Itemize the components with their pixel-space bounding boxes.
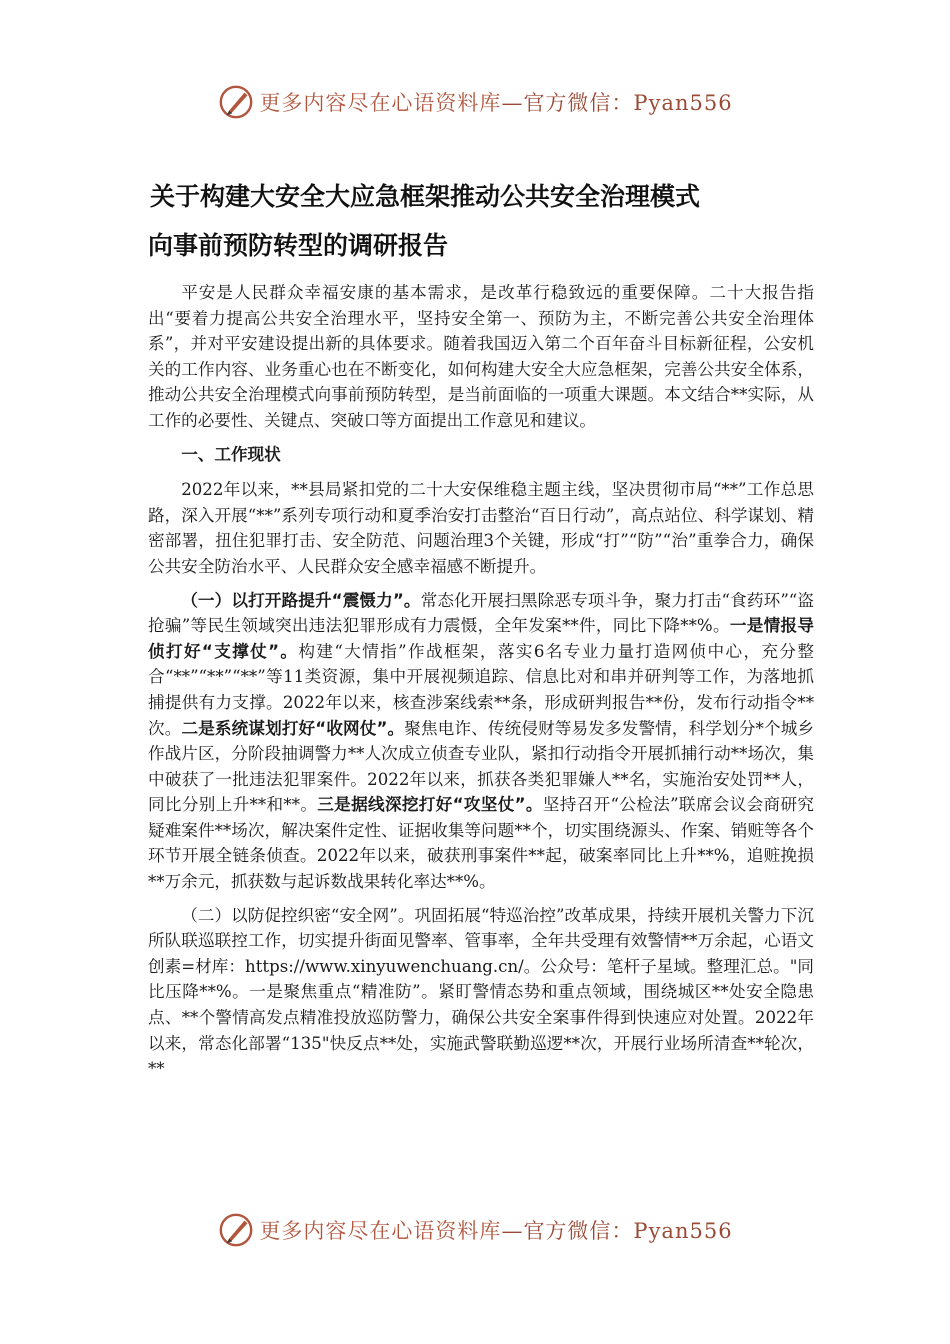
document-title — [148, 172, 808, 270]
banner-contact: 官方微信：Pyan556 — [523, 1219, 733, 1243]
subsection-1-text-2: 构建“大情指”作战框架，落实6名专业力量打造网侦中心，充分整合“**”“**”“**”等11类资源，集中开展视频追踪、信息比对和串并研判等工作，为落地抓捕提供有力支撑。2022年以来，核查涉案线索**条，形成研判报告**份，发布行动指令**次。 — [148, 641, 815, 738]
pen-logo-icon — [217, 1211, 255, 1249]
title-line-2: 向事前预防转型的调研报告 — [148, 231, 449, 260]
subsection-1-text-4: 坚持召开“公检法”联席会议会商研究疑难案件**场次，解决案件定性、证据收集等问题**个，切实围绕源头、作案、销赃等各个环节开展全链条侦查。2022年以来，破获刑事案件**起，破案率同比上升**%，追赃挽损**万余元，抓获数与起诉数战果转化率达**%。 — [148, 795, 815, 892]
section-paragraph: 2022年以来，**县局紧扣党的二十大安保维稳主题主线，坚决贯彻市局“**”工作总思路，深入开展“**”系列专项行动和夏季治安打击整治“百日行动”，高点站位、科学谋划、精密部署，扭住犯罪打击、安全防范、问题治理3个关键，形成“打”“防”“治”重拳合力，确保公共安全防治水平、人民群众安全感幸福感不断提升。 — [148, 480, 814, 576]
point-1-heading: 一是情报导侦打好“支撑仗”。 — [148, 616, 815, 661]
banner-brand: 更多内容尽在心语资料库 — [259, 91, 502, 115]
subsection-1-text-1: 常态化开展扫黑除恶专项斗争，聚力打击“食药环”“盗抢骗”等民生领域突出违法犯罪形成有力震慑，全年发案**件，同比下降**%。 — [148, 590, 815, 636]
banner-separator: — — [501, 1219, 524, 1243]
subsection-2-paragraph: （二）以防促控织密“安全网”。巩固拓展“特巡治控”改革成果，持续开展机关警力下沉所队联巡联控工作，切实提升街面见警率、管事率，全年共受理有效警情**万余起，心语文创素=材库：https://www.xinyuwenchuang.cn/。公众号：笔杆子星域。整理汇总。"同比压降**%。一是聚焦重点“精准防”。紧盯警情态势和重点领域，围绕城区**处安全隐患点、**个警情高发点精准投放巡防警力，确保公共安全案事件得到快速应对处置。2022年以来，常态化部署“135"快反点**处，实施武警联勤巡逻**次，开展行业场所清查**轮次，** — [148, 905, 814, 1079]
point-3-heading: 三是据线深挖打好“攻坚仗”。 — [317, 795, 543, 815]
point-2-heading: 二是系统谋划打好“收网仗”。 — [181, 718, 405, 738]
banner-contact: 官方微信：Pyan556 — [523, 91, 733, 115]
subsection-1-paragraph — [148, 588, 814, 895]
section-heading: 一、工作现状 — [181, 444, 281, 464]
subsection-1-text-3: 聚焦电诈、传统侵财等易发多发警情，科学划分*个城乡作战片区，分阶段抽调警力**人次成立侦查专业队，紧扣行动指令开展抓捕行动**场次，集中破获了一批违法犯罪案件。2022年以来，抓获各类犯罪嫌人**名，实施治安处罚**人，同比分别上升**和**。 — [148, 718, 815, 815]
footer-watermark-banner — [0, 1210, 950, 1250]
banner-text — [259, 87, 732, 117]
title-line-1: 关于构建大安全大应急框架推动公共安全治理模式 — [150, 182, 701, 211]
intro-paragraph: 平安是人民群众幸福安康的基本需求，是改革行稳致远的重要保障。二十大报告指出“要着力提高公共安全治理水平，坚持安全第一、预防为主，不断完善公共安全治理体系”，并对平安建设提出新的具体要求。随着我国迈入第二个百年奋斗目标新征程，公安机关的工作内容、业务重心也在不断变化，如何构建大安全大应急框架，完善公共安全体系，推动公共安全治理模式向事前预防转型，是当前面临的一项重大课题。本文结合**实际，从工作的必要性、关键点、突破口等方面提出工作意见和建议。 — [148, 283, 814, 430]
subsection-1-lead: （一）以打开路提升“震慑力”。 — [181, 590, 421, 610]
banner-separator: — — [501, 91, 524, 115]
header-watermark-banner — [0, 82, 950, 122]
banner-brand: 更多内容尽在心语资料库 — [259, 1219, 502, 1243]
pen-logo-icon — [217, 83, 255, 121]
document-body — [148, 280, 814, 1082]
banner-text — [259, 1215, 732, 1245]
